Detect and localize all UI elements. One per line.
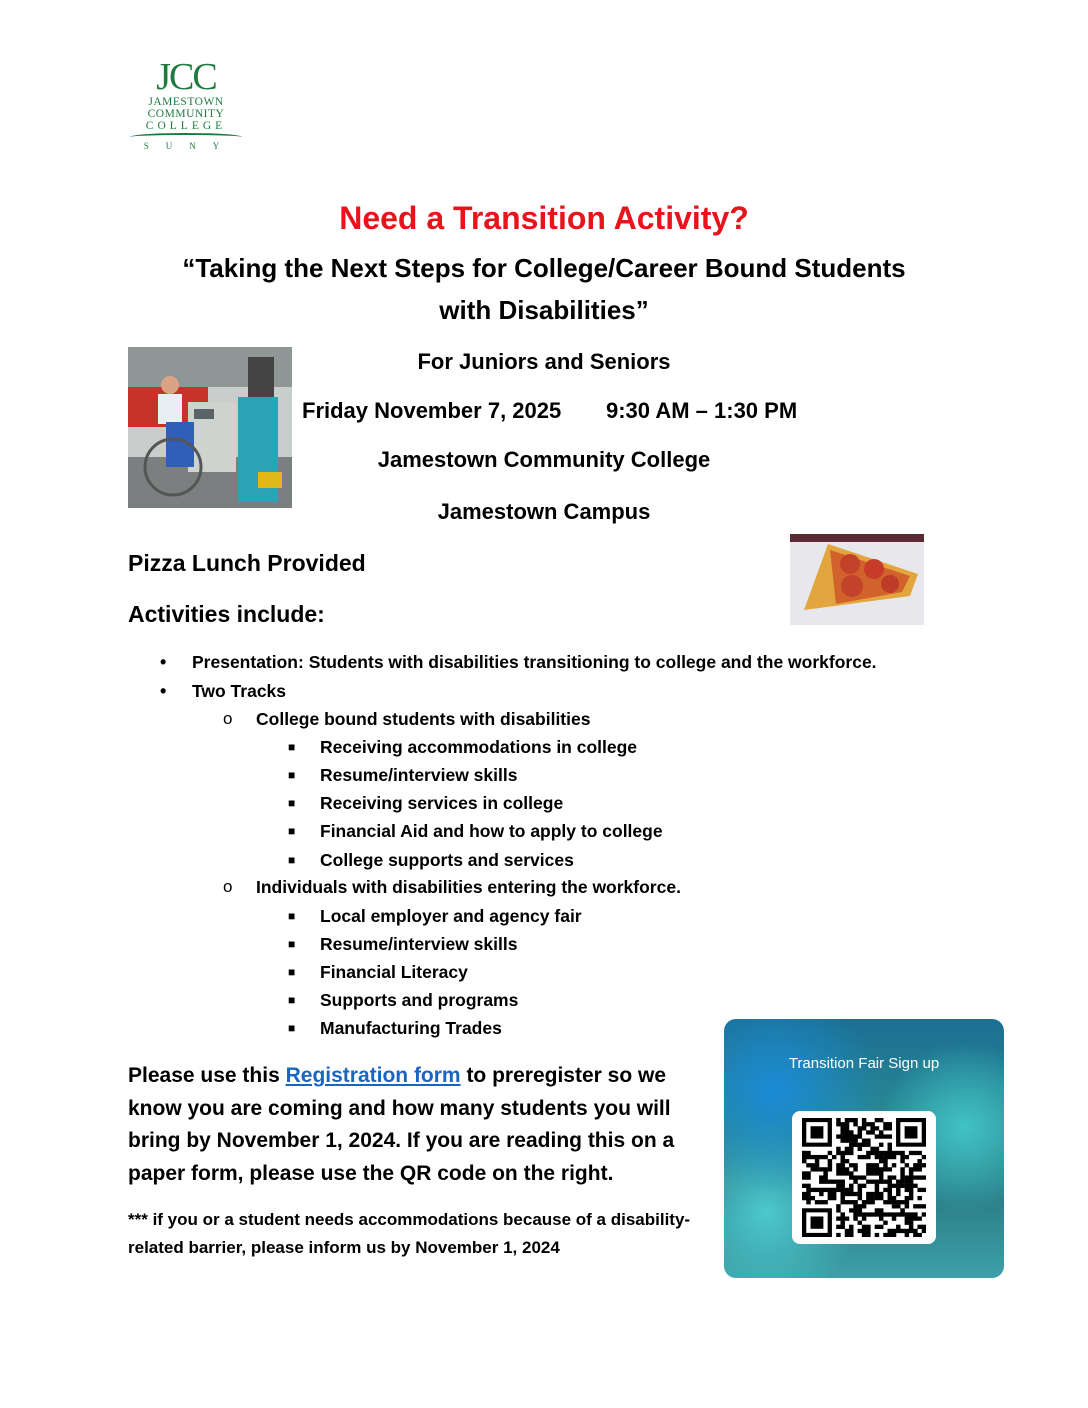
circle-bullet-icon: o (223, 877, 233, 896)
square-bullet-icon: ■ (288, 937, 296, 951)
pizza-photo (790, 534, 924, 625)
logo-line-3: COLLEGE (145, 120, 227, 132)
activities-heading: Activities include: (128, 601, 325, 627)
registration-paragraph: Please use this Registration form to preregister so we know you are coming and how many students you will bring by November 1, 2024. If you are reading this on a paper form, please use the QR code on the right. (128, 1064, 675, 1185)
event-venue: Jamestown Community College (377, 447, 711, 472)
circle-bullet-icon: o (223, 709, 233, 728)
logo-line-1: JAMESTOWN (148, 96, 224, 108)
subtitle-line-2: with Disabilities” (439, 295, 649, 325)
square-bullet-icon: ■ (288, 824, 296, 838)
accommodations-note: *** if you or a student needs accommodations because of a disability-related barrier, please inform us by November 1, 2024 (128, 1210, 691, 1257)
logo-line-2: COMMUNITY (147, 108, 225, 120)
qr-code[interactable] (792, 1111, 936, 1244)
square-bullet-icon: ■ (288, 853, 296, 867)
lunch-note: Pizza Lunch Provided (128, 550, 366, 576)
event-campus: Jamestown Campus (437, 499, 651, 524)
square-bullet-icon: ■ (288, 796, 296, 810)
logo-suny: SUNY (143, 141, 237, 151)
qr-card-label: Transition Fair Sign up (788, 1055, 940, 1072)
logo-abbr: JCC (156, 56, 216, 98)
qr-code-icon (802, 1118, 926, 1237)
event-time: 9:30 AM – 1:30 PM (606, 398, 798, 423)
square-bullet-icon: ■ (288, 768, 296, 782)
registration-form-link[interactable]: Registration form (285, 1064, 461, 1087)
square-bullet-icon: ■ (288, 909, 296, 923)
square-bullet-icon: ■ (288, 993, 296, 1007)
qr-signup-card (724, 1019, 1004, 1278)
event-date: Friday November 7, 2025 (302, 398, 562, 423)
square-bullet-icon: ■ (288, 1021, 296, 1035)
page-title: Need a Transition Activity? (339, 200, 749, 236)
bullet-icon: • (160, 681, 167, 701)
audience: For Juniors and Seniors (417, 349, 671, 374)
bullet-icon: • (160, 652, 167, 672)
square-bullet-icon: ■ (288, 965, 296, 979)
subtitle-line-1: “Taking the Next Steps for College/Career Bound Students (182, 253, 906, 283)
logo-swoosh (130, 133, 242, 141)
jcc-logo (128, 58, 244, 158)
square-bullet-icon: ■ (288, 740, 296, 754)
